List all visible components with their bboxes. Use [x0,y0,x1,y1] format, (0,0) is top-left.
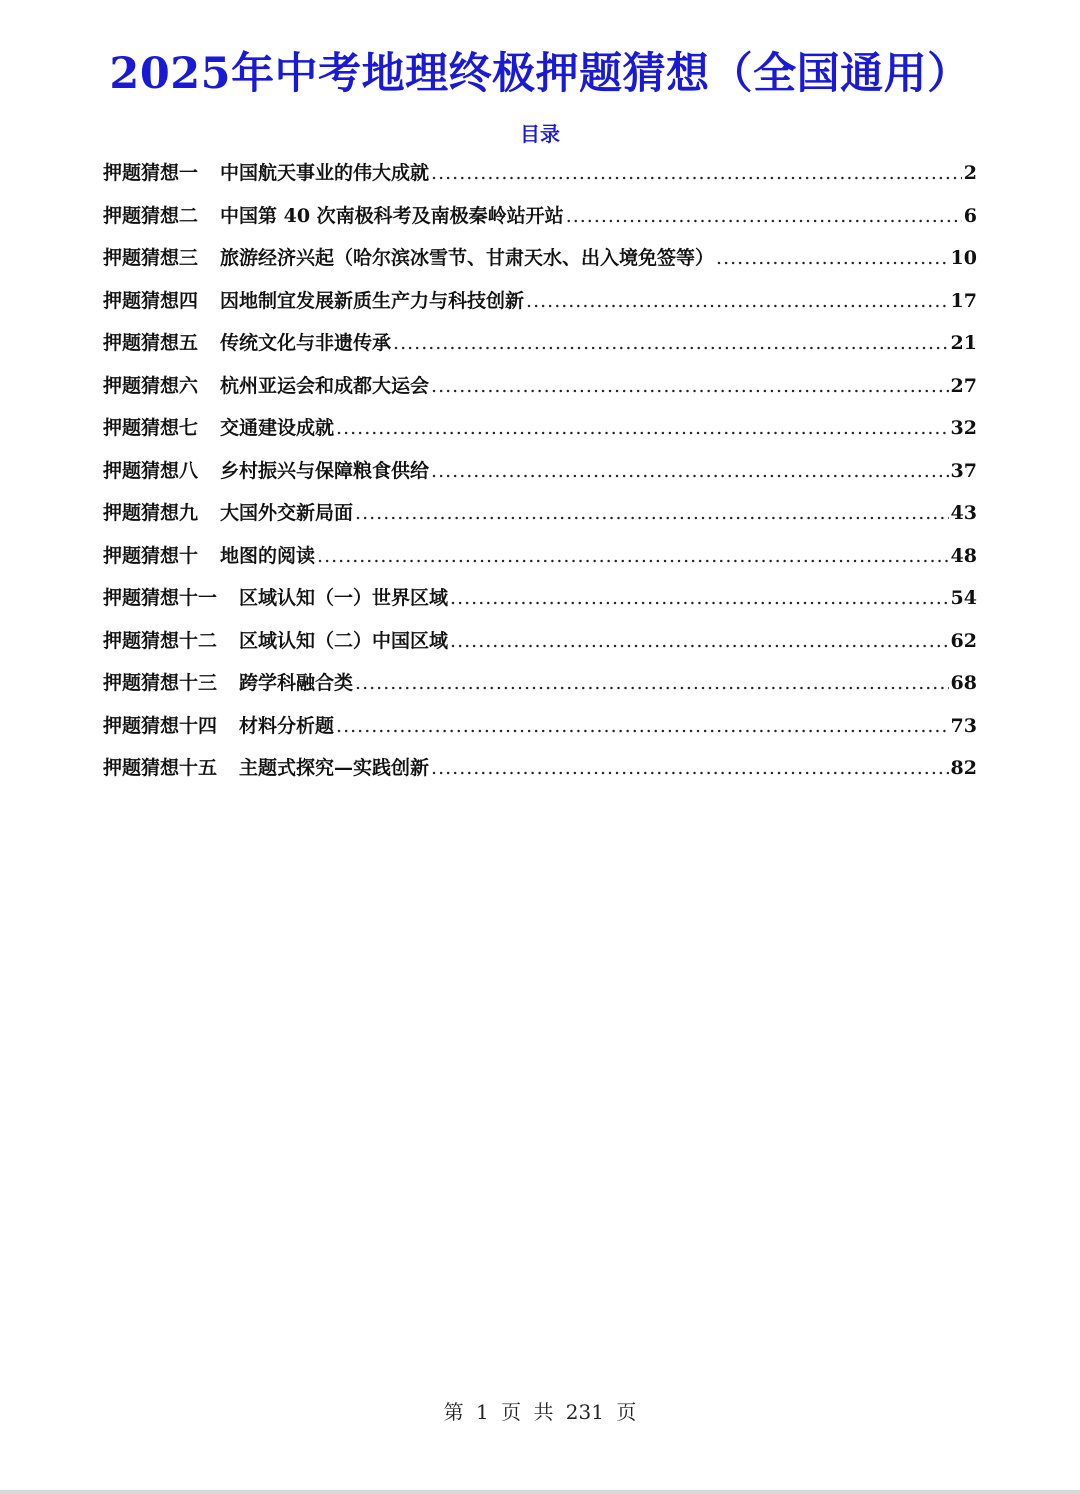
toc-entry-label: 押题猜想十四 [103,714,218,737]
toc-entry-page: 48 [950,544,977,567]
toc-entry-title: 中国航天事业的伟大成就 [220,162,430,184]
toc-entry-page: 27 [950,374,977,397]
toc-entry[interactable] [103,325,977,368]
dot-leader [317,538,949,574]
toc-entry-page: 6 [963,204,977,227]
document-title: 2025年中考地理终极押题猜想（全国通用） [109,49,971,99]
table-of-contents [103,155,977,793]
dot-leader [716,240,949,276]
toc-heading: 目录 [520,122,560,146]
toc-entry-title: 跨学科融合类 [239,672,354,694]
toc-entry-label: 押题猜想三 [103,247,199,269]
toc-entry-title: 因地制宜发展新质生产力与科技创新 [220,289,525,312]
toc-entry-title: 交通建设成就 [220,417,335,439]
toc-entry-page: 54 [950,587,977,609]
toc-entry[interactable] [103,410,977,453]
dot-leader [450,623,949,659]
toc-entry[interactable] [103,665,977,708]
page-bottom-divider [0,1490,1080,1494]
toc-entry-page: 37 [950,459,977,482]
toc-entry-page: 2 [963,162,977,184]
toc-entry-page: 82 [950,757,977,779]
toc-entry-label: 押题猜想八 [103,459,199,482]
dot-leader [431,453,949,489]
toc-entry-label: 押题猜想十五 [103,757,218,779]
toc-entry-page: 73 [950,714,977,737]
toc-entry-label: 押题猜想六 [103,374,199,397]
toc-entry-title: 乡村振兴与保障粮食供给 [220,459,430,482]
dot-leader [336,708,949,744]
toc-entry-title: 大国外交新局面 [220,502,354,524]
toc-entry-title: 主题式探究—实践创新 [239,757,430,779]
toc-entry-page: 62 [950,629,977,652]
toc-entry-page: 32 [950,417,977,439]
toc-entry-title: 传统文化与非遗传承 [220,332,392,354]
dot-leader [355,495,949,531]
toc-entry-title: 区域认知（二）中国区域 [239,629,449,652]
toc-entry-label: 押题猜想四 [103,289,199,312]
toc-entry-title: 材料分析题 [239,714,335,737]
dot-leader [431,750,949,786]
toc-entry[interactable] [103,538,977,581]
page-footer: 第 1 页 共 231 页 [443,1400,637,1424]
toc-entry-label: 押题猜想九 [103,502,199,524]
toc-entry-label: 押题猜想十三 [103,672,218,694]
toc-entry-label: 押题猜想十 [103,544,199,567]
toc-entry[interactable] [103,453,977,496]
dot-leader [336,410,949,446]
toc-entry[interactable] [103,708,977,751]
dot-leader [566,198,962,234]
toc-entry[interactable] [103,580,977,623]
toc-entry-title: 中国第 40 次南极科考及南极秦岭站开站 [220,204,564,227]
toc-entry-page: 43 [950,502,977,524]
toc-entry-page: 10 [950,247,977,269]
dot-leader [355,665,949,701]
toc-entry[interactable] [103,283,977,326]
toc-entry-page: 68 [950,672,977,694]
dot-leader [431,368,949,404]
toc-entry-label: 押题猜想十二 [103,629,218,652]
toc-entry-label: 押题猜想一 [103,162,199,184]
toc-entry[interactable] [103,240,977,283]
toc-entry-title: 杭州亚运会和成都大运会 [220,374,430,397]
toc-entry-label: 押题猜想十一 [103,587,218,609]
toc-entry-title: 地图的阅读 [220,544,316,567]
toc-entry-label: 押题猜想二 [103,204,199,227]
toc-entry[interactable] [103,155,977,198]
dot-leader [526,283,949,319]
toc-entry-label: 押题猜想七 [103,417,199,439]
toc-entry-page: 17 [950,289,977,312]
toc-entry[interactable] [103,198,977,241]
toc-entry[interactable] [103,368,977,411]
toc-entry-title: 区域认知（一）世界区域 [239,587,449,609]
dot-leader [393,325,949,361]
toc-entry-label: 押题猜想五 [103,332,199,354]
dot-leader [450,580,949,616]
toc-entry[interactable] [103,495,977,538]
dot-leader [431,155,962,191]
toc-entry[interactable] [103,623,977,666]
toc-entry-page: 21 [950,332,977,354]
toc-entry[interactable] [103,750,977,793]
toc-entry-title: 旅游经济兴起（哈尔滨冰雪节、甘肃天水、出入境免签等） [220,247,715,269]
